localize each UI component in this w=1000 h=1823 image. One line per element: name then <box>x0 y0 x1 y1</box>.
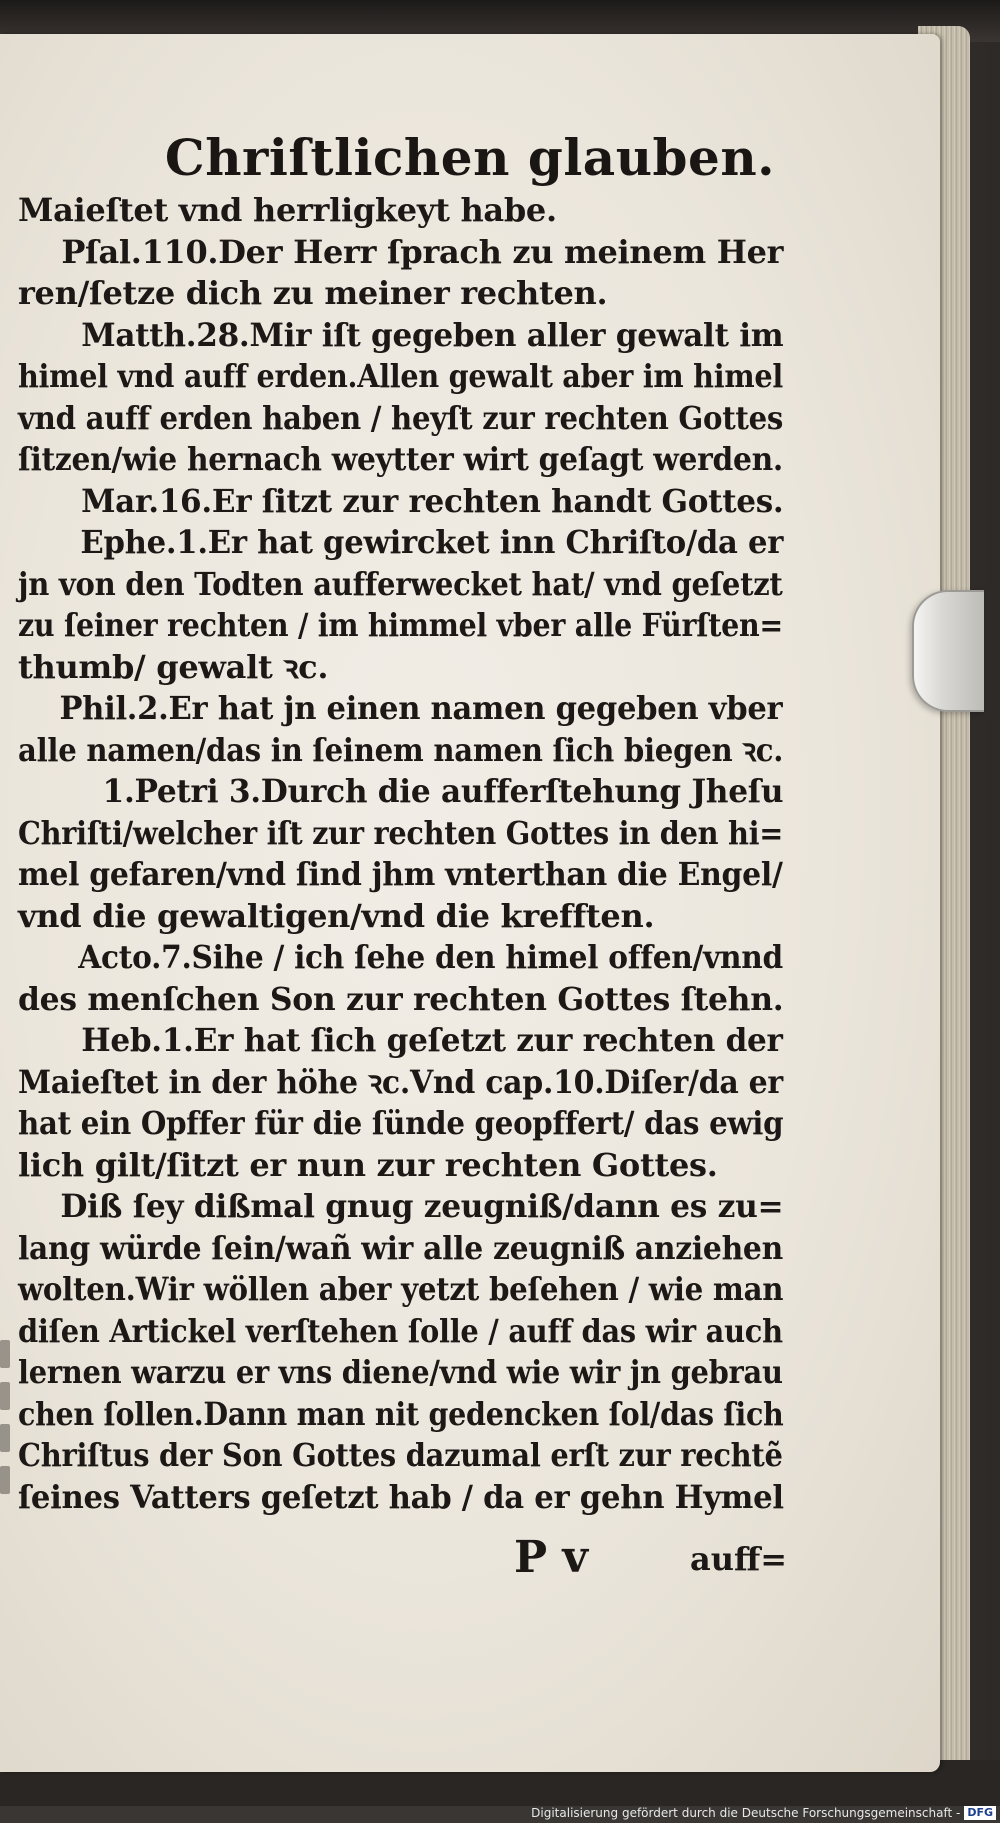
text-line: lernen warzu er vns diene/vnd wie wir jn gebrau <box>18 1353 783 1391</box>
text-line: Ephe.1.Er hat gewircket inn Chriſto/da er <box>18 523 784 561</box>
text-line: Phil.2.Er hat jn einen namen gegeben vber <box>18 689 783 727</box>
fragment-mark <box>0 1466 10 1494</box>
text-line: hat ein Opffer für die ſünde geopffert/ das ewig <box>18 1104 784 1142</box>
text-line: zu ſeiner rechten / im himmel vber alle Fürſten= <box>18 606 783 644</box>
text-line: Pſal.110.Der Herr ſprach zu meinem Her <box>18 232 784 271</box>
text-line: ſitzen/wie hernach weytter wirt geſagt werden. <box>18 440 783 478</box>
text-line: des menſchen Son zur rechten Gottes ſtehn. <box>18 979 784 1018</box>
text-line: Diß ſey dißmal gnug zeugniß/dann es zu= <box>18 1187 784 1225</box>
body-text <box>18 190 783 1518</box>
catchline <box>514 1532 788 1583</box>
digitization-footer <box>531 1805 996 1821</box>
catchword: auff= <box>690 1540 788 1578</box>
text-line: ſeines Vatters geſetzt hab / da er gehn Hymel <box>18 1477 784 1516</box>
text-line: Maieſtet in der höhe ꝛc.Vnd cap.10.Diſer/da er <box>18 1062 783 1101</box>
text-line: 1.Petri 3.Durch die aufferſtehung Jheſu <box>18 772 784 810</box>
page-clip <box>912 590 984 712</box>
running-head: Chriſtlichen glauben. <box>164 128 776 187</box>
text-line: alle namen/das in ſeinem namen ſich biegen ꝛc. <box>18 730 784 769</box>
text-line: chen ſollen.Dann man nit gedencken ſol/das ſich <box>18 1394 784 1433</box>
text-line: Chriſtus der Son Gottes dazumal erſt zur rechtẽ <box>18 1436 783 1474</box>
fragment-mark <box>0 1382 10 1410</box>
text-line: mel gefaren/vnd ſind jhm vnterthan die Engel/ <box>18 855 783 893</box>
dfg-logo: DFG <box>964 1806 996 1820</box>
text-line: diſen Artickel verſtehen ſolle / auff das wir auch <box>18 1311 783 1350</box>
signature-mark: P v <box>514 1532 588 1583</box>
footer-credit: Digitalisierung gefördert durch die Deutsche Forschungsgemeinschaft - <box>531 1806 961 1820</box>
text-line: Chriſti/welcher iſt zur rechten Gottes in den hi= <box>18 813 784 852</box>
text-line: lich gilt/ſitzt er nun zur rechten Gottes. <box>18 1145 718 1184</box>
text-line: himel vnd auff erden.Allen gewalt aber im himel <box>18 357 783 395</box>
text-line: vnd die gewaltigen/vnd die krefften. <box>18 896 655 935</box>
text-line: Matth.28.Mir iſt gegeben aller gewalt im <box>18 315 784 354</box>
text-line: Acto.7.Sihe / ich ſehe den himel offen/vnnd <box>18 938 784 976</box>
text-line: vnd auff erden haben / heyſt zur rechten Gottes <box>18 398 784 437</box>
fragment-mark <box>0 1424 10 1452</box>
text-line: jn von den Todten aufferwecket hat/ vnd geſetzt <box>18 564 783 603</box>
facing-page-fragments <box>0 1340 14 1560</box>
text-line: thumb/ gewalt ꝛc. <box>18 647 329 686</box>
text-line: wolten.Wir wöllen aber yetzt beſehen / wie man <box>18 1270 784 1308</box>
text-line: Heb.1.Er hat ſich geſetzt zur rechten der <box>18 1021 783 1059</box>
text-line: Mar.16.Er ſitzt zur rechten handt Gottes. <box>18 481 784 520</box>
text-line: Maieſtet vnd herrligkeyt habe. <box>18 191 557 229</box>
fragment-mark <box>0 1340 10 1368</box>
text-line: ren/ſetze dich zu meiner rechten. <box>18 274 608 312</box>
text-line: lang würde ſein/wañ wir alle zeugniß anziehen <box>18 1228 783 1267</box>
